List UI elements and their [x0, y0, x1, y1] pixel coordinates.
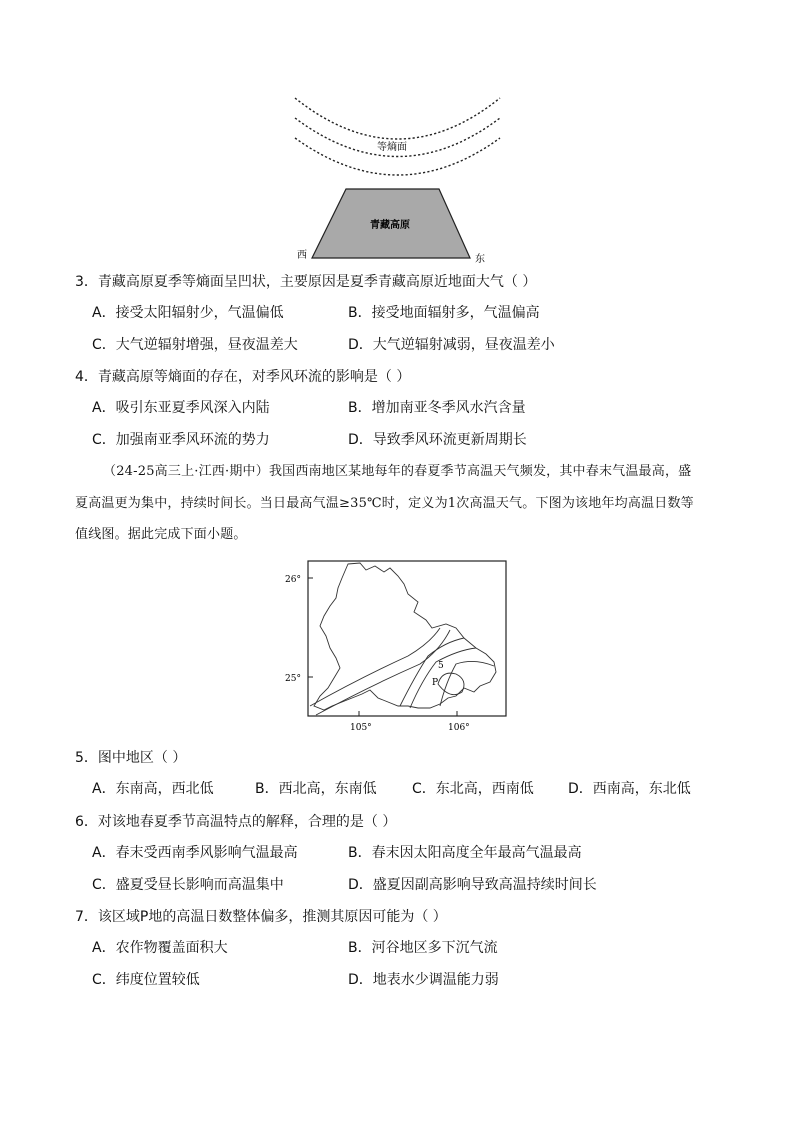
isentrope-diagram — [280, 90, 510, 265]
contour-label-5: 5 — [438, 661, 444, 671]
isentrope-label: 等熵面 — [377, 142, 407, 153]
q4-option-b[interactable]: B．增加南亚冬季风水汽含量 — [348, 400, 526, 416]
q6-option-c[interactable]: C．盛夏受昼长影响而高温集中 — [92, 877, 284, 893]
q6-option-d[interactable]: D．盛夏因副高影响导致高温持续时间长 — [348, 877, 597, 893]
question-7-stem: 7．该区域P地的高温日数整体偏多，推测其原因可能为（ ） — [75, 909, 447, 925]
passage-line-3: 值线图。据此完成下面小题。 — [75, 527, 247, 542]
q4-option-d[interactable]: D．导致季风环流更新周期长 — [348, 432, 527, 448]
q7-option-c[interactable]: C．纬度位置较低 — [92, 972, 200, 988]
q5-option-c[interactable]: C．东北高，西南低 — [412, 781, 534, 797]
question-5-stem: 5．图中地区（ ） — [75, 750, 187, 766]
q4-option-a[interactable]: A．吸引东亚夏季风深入内陆 — [92, 400, 270, 416]
lat-label-25: 25° — [285, 674, 301, 684]
q7-option-b[interactable]: B．河谷地区多下沉气流 — [348, 940, 498, 956]
passage-line-1: （24-25高三上·江西·期中）我国西南地区某地每年的春夏季节高温天气频发，其中春末气温最高，盛 — [103, 464, 692, 479]
q7-option-d[interactable]: D．地表水少调温能力弱 — [348, 972, 499, 988]
q3-option-b[interactable]: B．接受地面辐射多，气温偏高 — [348, 305, 540, 321]
west-label: 西 — [297, 250, 307, 261]
q5-option-a[interactable]: A．东南高，西北低 — [92, 781, 214, 797]
question-3-stem: 3．青藏高原夏季等熵面呈凹状，主要原因是夏季青藏高原近地面大气（ ） — [75, 274, 537, 290]
q5-option-d[interactable]: D．西南高，东北低 — [568, 781, 691, 797]
point-p-label: P — [432, 678, 439, 688]
q5-option-b[interactable]: B．西北高，东南低 — [255, 781, 377, 797]
q3-option-a[interactable]: A．接受太阳辐射少，气温偏低 — [92, 305, 284, 321]
q3-option-d[interactable]: D．大气逆辐射减弱，昼夜温差小 — [348, 337, 555, 353]
isentrope-line-1 — [295, 98, 500, 139]
plateau-label: 青藏高原 — [370, 220, 410, 231]
question-4-stem: 4．青藏高原等熵面的存在，对季风环流的影响是（ ） — [75, 369, 411, 385]
passage-line-2: 夏高温更为集中，持续时间长。当日最高气温≥35℃时，定义为1次高温天气。下图为该地年均高温日数等 — [75, 496, 694, 511]
q3-option-c[interactable]: C．大气逆辐射增强，昼夜温差大 — [92, 337, 298, 353]
question-6-stem: 6．对该地春夏季节高温特点的解释，合理的是（ ） — [75, 814, 397, 830]
east-label: 东 — [475, 254, 485, 265]
q6-option-a[interactable]: A．春末受西南季风影响气温最高 — [92, 845, 298, 861]
lat-label-26: 26° — [285, 575, 301, 585]
lon-label-105: 105° — [350, 723, 372, 733]
q6-option-b[interactable]: B．春末因太阳高度全年最高气温最高 — [348, 845, 582, 861]
isoline-map — [280, 558, 520, 738]
q4-option-c[interactable]: C．加强南亚季风环流的势力 — [92, 432, 270, 448]
q7-option-a[interactable]: A．农作物覆盖面积大 — [92, 940, 228, 956]
lon-label-106: 106° — [448, 723, 470, 733]
